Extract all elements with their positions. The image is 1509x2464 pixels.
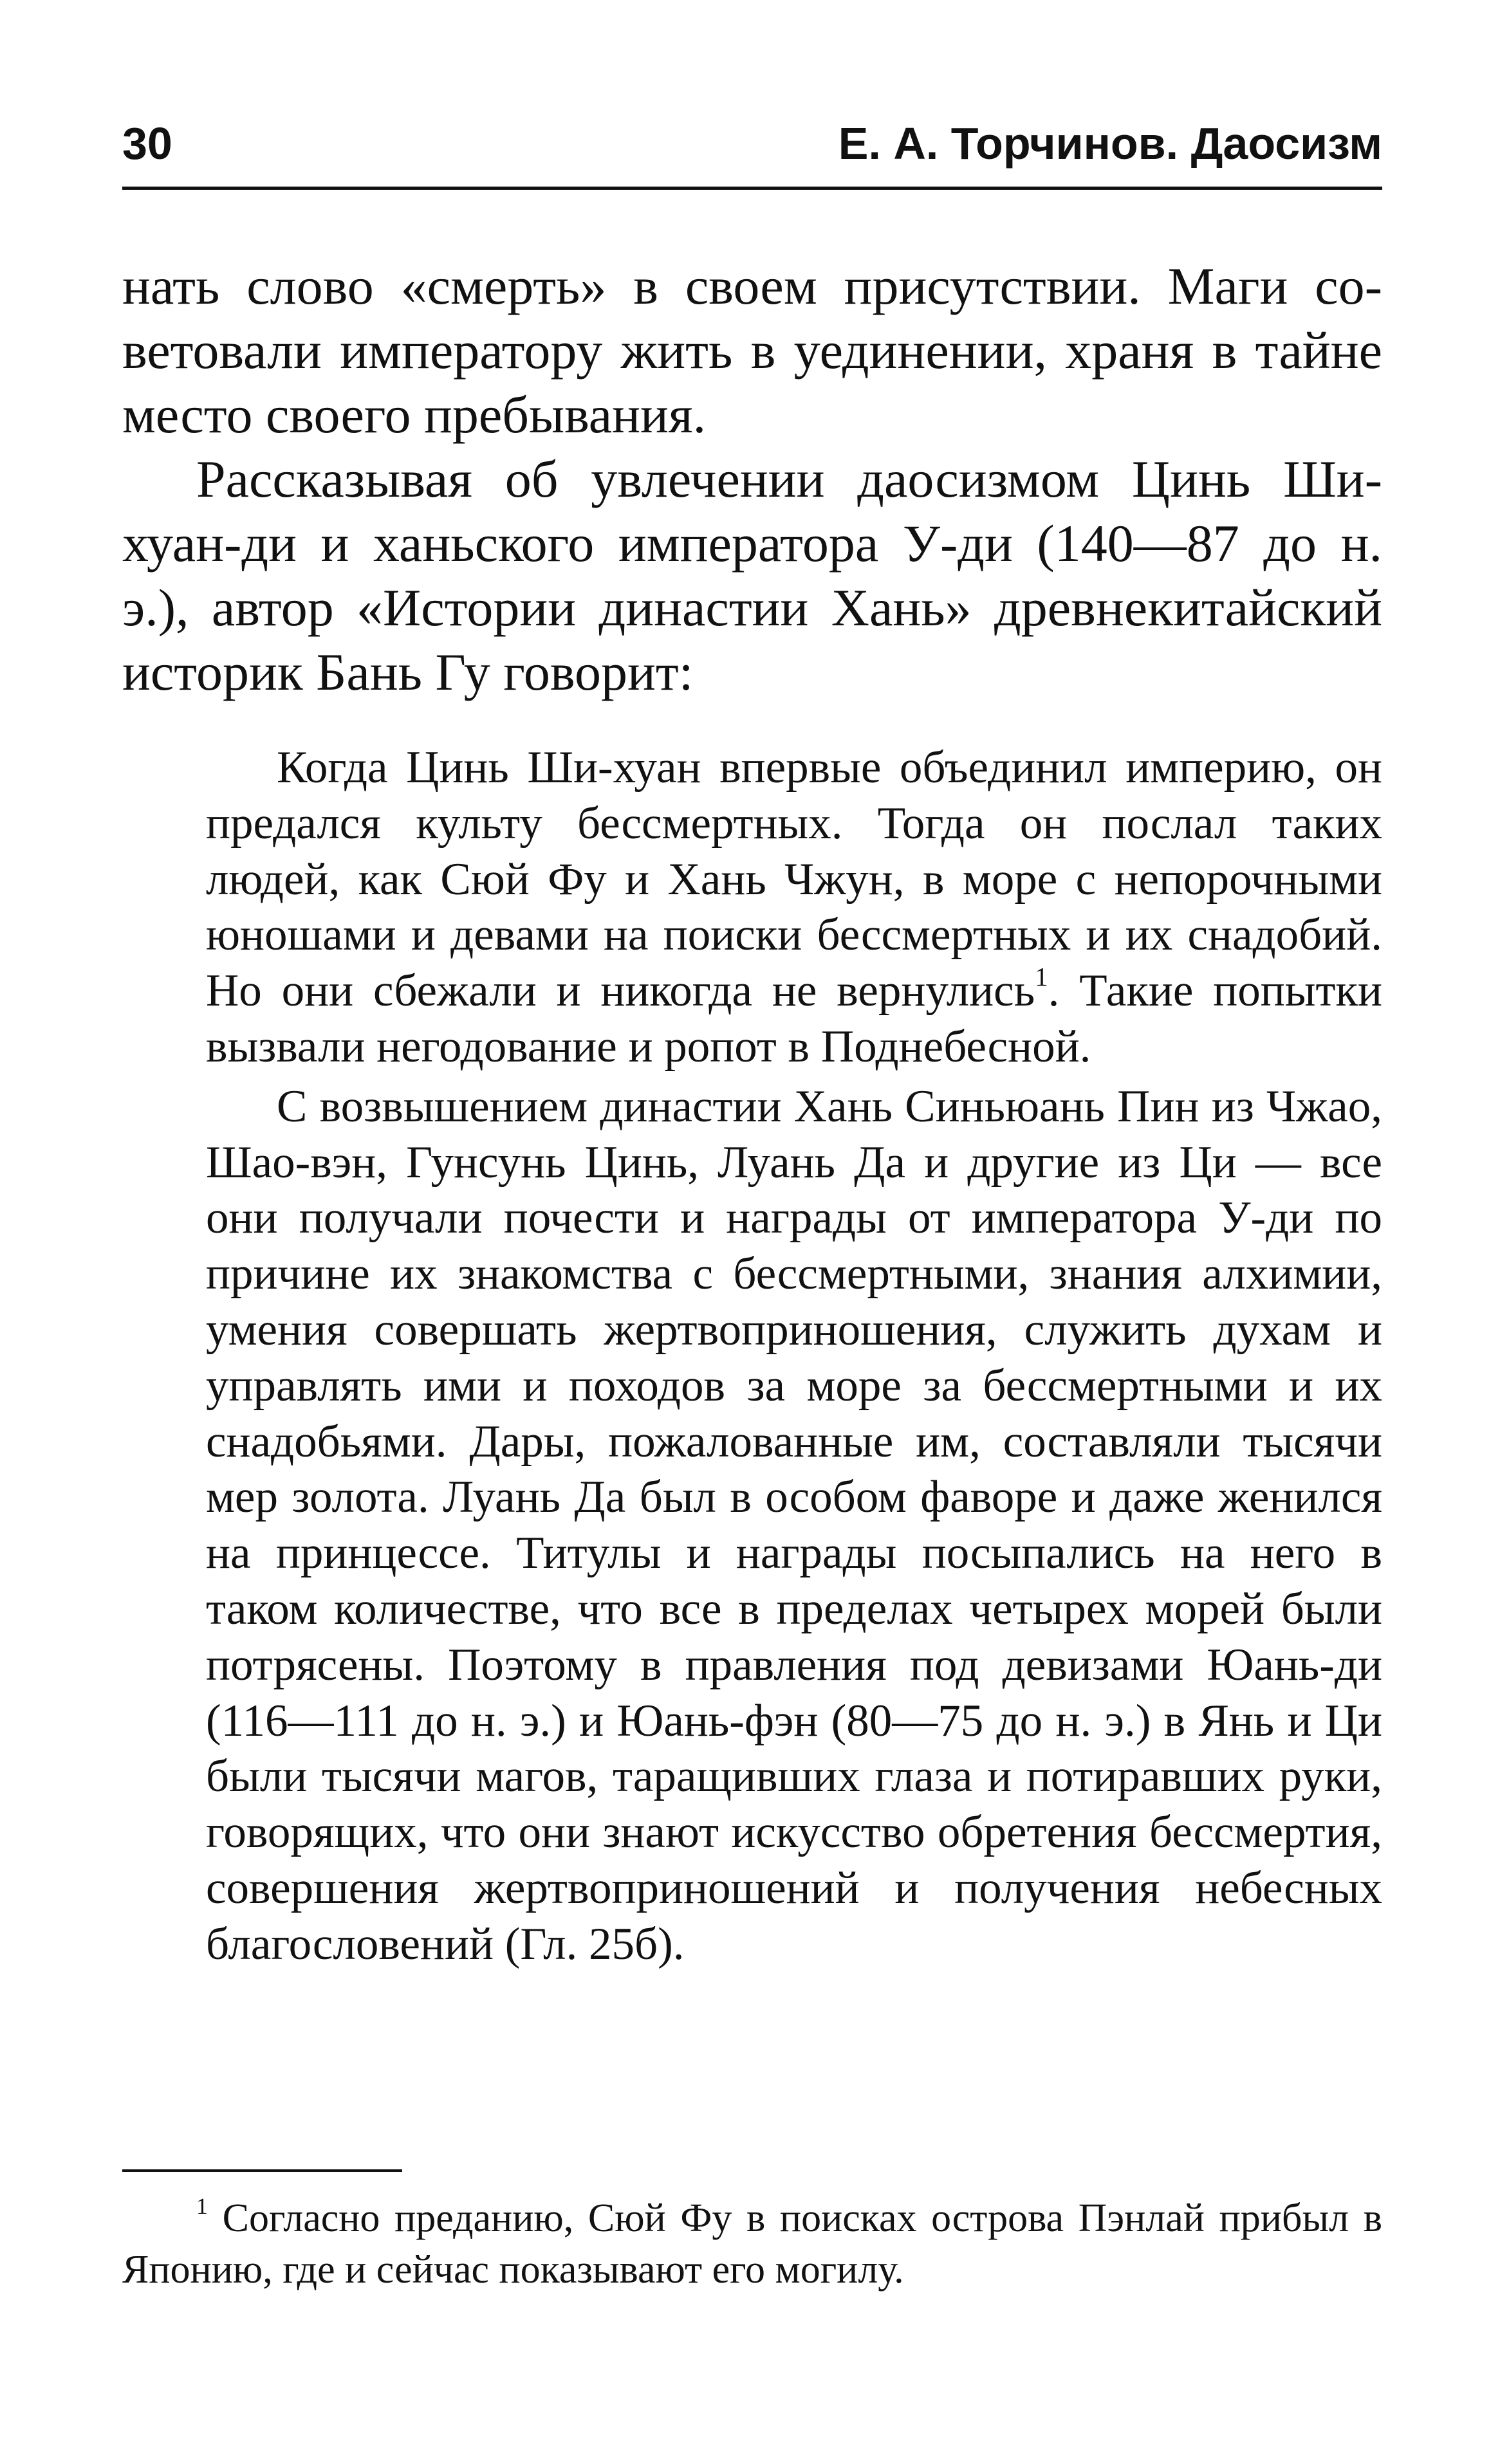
quote-paragraph-2: С возвышением династии Хань Синьюань Пин из Чжао, Шао-вэн, Гунсунь Цинь, Луань Да и другие из Ци — все они получали почести и награды от императора У-ди по причине их знакомства с бессмертными, знания алхимии, умения совершать жертвоприношения, служить духам и управлять ими и походов за море за бессмертными и их снадобьями. Дары, пожалованные им, составляли тысячи мер золота. Луань Да был в особом фаворе и даже женился на принцессе. Титулы и награды посыпались на него в таком количестве, что все в пределах четырех морей были потрясены. Поэтому в правления под девизами Юань-ди (116—111 до н. э.) и Юань-фэн (80—75 до н. э.) в Янь и Ци были тысячи магов, таращивших глаза и потиравших руки, говорящих, что они знают искусство обретения бессмертия, совершения жертвоприношений и получения небесных благословений (Гл. 25б). [206,1081,1382,1969]
footnote-reference: 1 [1035,962,1048,992]
block-quote [206,740,1382,1972]
running-head [122,108,1382,179]
footnote [122,2193,1382,2295]
running-title: Е. А. Торчинов. Даосизм [838,118,1382,169]
header-rule [122,187,1382,190]
main-text [122,254,1382,704]
footnote-paragraph [122,2193,1382,2295]
quote-paragraph-1-start: Когда Цинь Ши-хуан впервые объединил империю, он предался культу бессмертных. Тогда он послал таких людей, как Сюй Фу и Хань Чжун, в море с непорочными юношами и девами на поиски бессмертных и их снадобий. Но они сбежали и никогда не вернулись [206,742,1382,1016]
quote-paragraph-1-end: . Такие попытки вызвали негодование и ропот в Поднебесной. [206,966,1382,1072]
page-number: 30 [122,118,172,169]
footnote-marker: 1 [196,2193,208,2220]
footnote-rule [122,2169,402,2172]
footnote-text: Согласно преданию, Сюй Фу в поисках острова Пэнлай прибыл в Японию, где и сейчас показывают его могилу. [122,2196,1382,2292]
quote-paragraph-1 [206,740,1382,1075]
body-paragraph-2: Рассказывая об увлечении даосизмом Цинь Шихуан-ди и ханьского императора У-ди (140—87 до н. э.), автор «Истории династии Хань» древнекитайский историк Бань Гу говорит: [122,450,1382,701]
body-paragraph-1: нать слово «смерть» в своем присутствии. Маги советовали императору жить в уединении, храня в тайне место своего пребывания. [122,257,1382,444]
